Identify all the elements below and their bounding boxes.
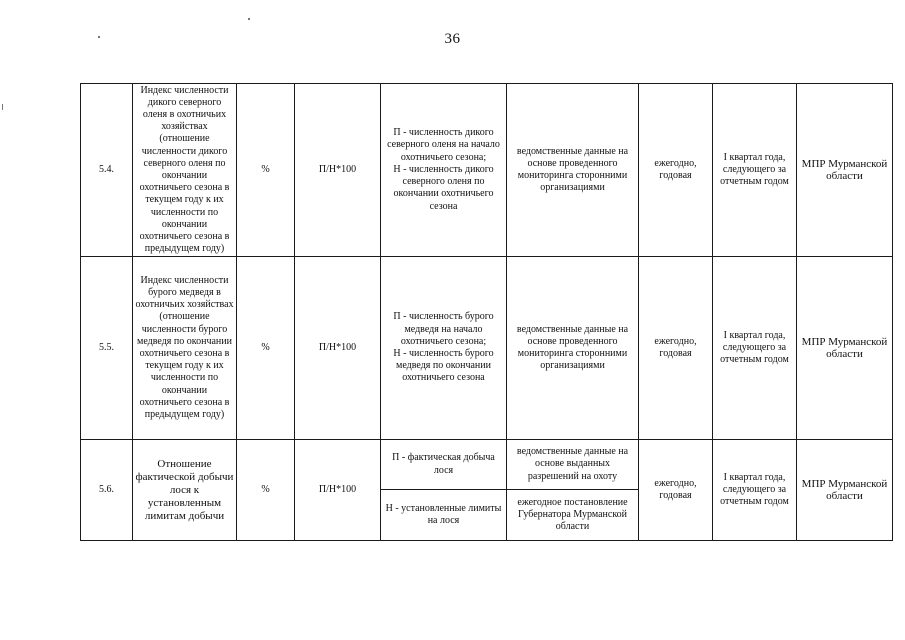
row-number: 5.5. — [81, 257, 133, 440]
definition: П - численность дикого северного оленя на начало охотничьего сезона; Н - численность дикого северного оленя по окончании охотничьего сезона — [381, 84, 507, 257]
periodicity: ежегодно, годовая — [639, 84, 713, 257]
indicator-name: Индекс численности дикого северного оленя в охотничьих хозяйствах (отношение численности дикого северного оленя по окончании охотничьего сезона в текущем году к их численности по окончании охотничьего сезона в предыдущем году) — [133, 84, 237, 257]
data-source: ведомственные данные на основе проведенного мониторинга сторонними организациями — [507, 84, 639, 257]
formula: П/Н*100 — [295, 84, 381, 257]
responsible: МПР Мурманской области — [797, 84, 893, 257]
definition-top: П - фактическая добыча лося — [381, 440, 507, 490]
data-source-bottom: ежегодное постановление Губернатора Мурманской области — [507, 490, 639, 541]
formula: П/Н*100 — [295, 440, 381, 541]
indicators-table — [80, 83, 893, 541]
deadline: I квартал года, следующего за отчетным годом — [713, 84, 797, 257]
page-number: 36 — [444, 31, 461, 47]
table-row — [81, 257, 893, 440]
data-source: ведомственные данные на основе проведенного мониторинга сторонними организациями — [507, 257, 639, 440]
table-row — [81, 84, 893, 257]
data-source-top: ведомственные данные на основе выданных разрешений на охоту — [507, 440, 639, 490]
scan-speck — [248, 18, 250, 20]
periodicity: ежегодно, годовая — [639, 257, 713, 440]
deadline: I квартал года, следующего за отчетным годом — [713, 440, 797, 541]
scan-speck — [2, 104, 3, 110]
row-number: 5.4. — [81, 84, 133, 257]
deadline: I квартал года, следующего за отчетным годом — [713, 257, 797, 440]
row-number: 5.6. — [81, 440, 133, 541]
unit: % — [237, 440, 295, 541]
indicator-name: Отношение фактической добычи лося к установленным лимитам добычи — [133, 440, 237, 541]
periodicity: ежегодно, годовая — [639, 440, 713, 541]
unit: % — [237, 257, 295, 440]
unit: % — [237, 84, 295, 257]
definition: П - численность бурого медведя на начало охотничьего сезона; Н - численность бурого медведя по окончании охотничьего сезона — [381, 257, 507, 440]
definition-bottom: Н - установленные лимиты на лося — [381, 490, 507, 541]
responsible: МПР Мурманской области — [797, 257, 893, 440]
indicator-name: Индекс численности бурого медведя в охотничьих хозяйствах (отношение численности бурого медведя по окончании охотничьего сезона в текущем году к их численности по окончании охотничьего сезона в предыдущем году) — [133, 257, 237, 440]
scan-speck — [98, 36, 100, 38]
table-row — [81, 440, 893, 490]
formula: П/Н*100 — [295, 257, 381, 440]
responsible: МПР Мурманской области — [797, 440, 893, 541]
